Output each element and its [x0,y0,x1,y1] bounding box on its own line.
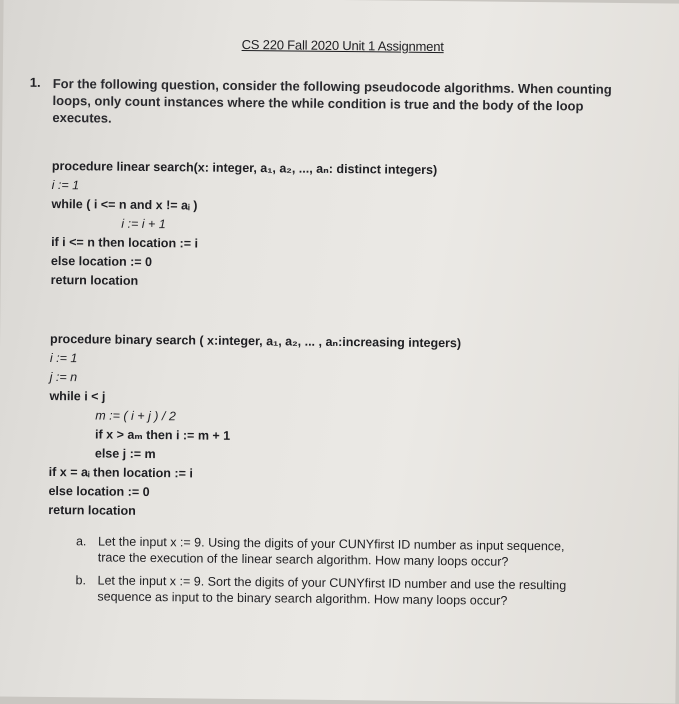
sub-question-text: Let the input x := 9. Using the digits of your CUNYfirst ID number as input sequence, trace the execution of the linear search algorithm. How many loops occur? [97,534,565,569]
code-line: if x > aₘ then i := m + 1 [95,427,231,443]
code-line: while i < j [49,388,106,404]
linear-search-code [51,157,438,294]
sub-question-label: b. [75,573,87,588]
sub-questions [75,533,576,616]
code-line: m := ( i + j ) / 2 [95,408,176,424]
code-line: return location [48,502,136,518]
code-line: while ( i <= n and x != aᵢ ) [51,196,198,213]
code-line: i := i + 1 [121,216,166,232]
question-number: 1. [29,74,41,90]
sub-question-text: Let the input x := 9. Sort the digits of your CUNYfirst ID number and use the resulting sequence as input to the binary search algorithm. How many loops occur? [97,573,567,608]
code-line: i := 1 [51,177,80,193]
sub-question-label: a. [75,534,87,549]
page-title: CS 220 Fall 2020 Unit 1 Assignment [241,36,444,55]
sub-question-b [75,572,575,609]
code-line: procedure binary search ( x:integer, a₁, a₂, ... , aₙ:increasing integers) [50,331,462,351]
code-line: if i <= n then location := i [51,234,199,251]
sub-question-a [76,533,576,570]
code-line: else location := 0 [48,483,150,500]
binary-search-code [48,330,461,524]
code-line: j := n [49,369,78,385]
code-line: procedure linear search(x: integer, a₁, a₂, ..., aₙ: distinct integers) [51,158,438,178]
code-line: if x = aᵢ then location := i [48,464,193,481]
code-line: return location [50,272,139,288]
code-line: else j := m [94,446,156,462]
question-text: For the following question, consider the following pseudocode algorithms. When counting loops, only count instances where the while condition is true and the body of the loop executes. [52,75,612,126]
code-line: i := 1 [49,350,78,366]
code-line: else location := 0 [50,253,153,270]
